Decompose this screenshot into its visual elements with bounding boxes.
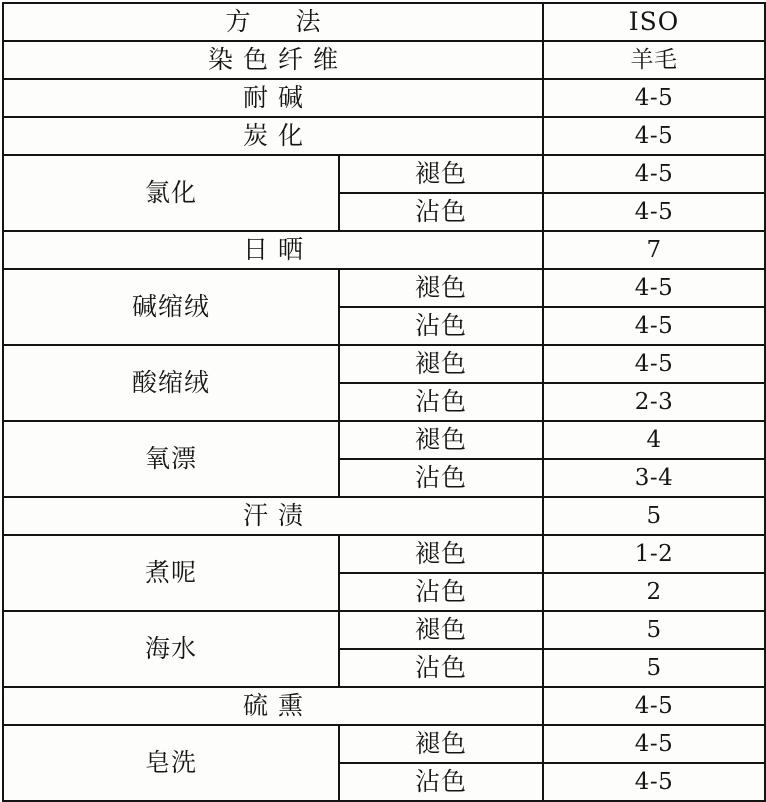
- subtest-label: 沾色: [415, 310, 468, 340]
- method-label: 碱缩绒: [131, 291, 210, 321]
- table-row: [3, 155, 765, 193]
- header-iso-label: ISO: [628, 6, 680, 36]
- method-label: 耐碱: [243, 82, 314, 112]
- subtest-label: 褪色: [415, 538, 468, 568]
- iso-value: 4-5: [634, 730, 674, 757]
- cell-method: [3, 611, 339, 687]
- cell-iso-value: [543, 41, 765, 79]
- cell-method: [3, 535, 339, 611]
- cell-iso-value: [543, 459, 765, 497]
- cell-iso-value: [543, 231, 765, 269]
- cell-method: [3, 231, 543, 269]
- colour-fastness-table: [2, 2, 766, 802]
- method-label: 汗渍: [243, 500, 314, 530]
- subtest-label: 褪色: [415, 348, 468, 378]
- cell-iso-value: [543, 763, 765, 801]
- subtest-label: 褪色: [415, 728, 468, 758]
- table-row: [3, 41, 765, 79]
- cell-iso-value: [543, 117, 765, 155]
- cell-subtest: [339, 763, 543, 801]
- cell-subtest: [339, 269, 543, 307]
- document-page: [0, 2, 766, 796]
- cell-iso-value: [543, 269, 765, 307]
- cell-method: [3, 155, 339, 231]
- method-label: 海水: [144, 633, 197, 663]
- iso-value: 4-5: [634, 692, 674, 719]
- iso-value: 5: [646, 616, 662, 643]
- iso-value: 5: [646, 502, 662, 529]
- iso-value: 1-2: [634, 540, 674, 567]
- cell-iso-value: [543, 725, 765, 763]
- cell-method: [3, 79, 543, 117]
- cell-method: [3, 497, 543, 535]
- table-row: [3, 79, 765, 117]
- cell-subtest: [339, 345, 543, 383]
- cell-method: [3, 345, 339, 421]
- cell-method: [3, 687, 543, 725]
- subtest-label: 褪色: [415, 158, 468, 188]
- method-label: 炭化: [243, 120, 314, 150]
- method-label: 氯化: [144, 177, 197, 207]
- iso-value: 4-5: [634, 122, 674, 149]
- cell-method: [3, 117, 543, 155]
- cell-iso-value: [543, 383, 765, 421]
- cell-subtest: [339, 535, 543, 573]
- iso-value: 4-5: [634, 768, 674, 795]
- iso-value: 5: [646, 654, 662, 681]
- method-label: 皂洗: [144, 747, 197, 777]
- table-row: [3, 231, 765, 269]
- table-row: [3, 611, 765, 649]
- subtest-label: 褪色: [415, 614, 468, 644]
- cell-subtest: [339, 649, 543, 687]
- method-label: 日晒: [243, 234, 314, 264]
- cell-subtest: [339, 307, 543, 345]
- iso-value: 4-5: [634, 198, 674, 225]
- subtest-label: 沾色: [415, 576, 468, 606]
- table-row: [3, 687, 765, 725]
- table-row: [3, 421, 765, 459]
- iso-value: 2-3: [634, 388, 674, 415]
- iso-value: 4: [646, 426, 662, 453]
- subtest-label: 沾色: [415, 652, 468, 682]
- cell-iso-value: [543, 421, 765, 459]
- iso-value: 4-5: [634, 274, 674, 301]
- subtest-label: 沾色: [415, 196, 468, 226]
- cell-method: [3, 725, 339, 801]
- method-label: 氧漂: [144, 443, 197, 473]
- table-row: [3, 269, 765, 307]
- cell-method: [3, 269, 339, 345]
- iso-value: 4-5: [634, 312, 674, 339]
- table-row: [3, 117, 765, 155]
- cell-iso-value: [543, 155, 765, 193]
- cell-subtest: [339, 573, 543, 611]
- subtest-label: 褪色: [415, 272, 468, 302]
- cell-iso-value: [543, 345, 765, 383]
- table-row: [3, 345, 765, 383]
- header-cell-iso: [543, 3, 765, 41]
- subtest-label: 沾色: [415, 386, 468, 416]
- subtest-label: 沾色: [415, 462, 468, 492]
- cell-subtest: [339, 421, 543, 459]
- cell-subtest: [339, 725, 543, 763]
- cell-iso-value: [543, 307, 765, 345]
- header-method-label: 方 法: [225, 6, 331, 36]
- cell-subtest: [339, 383, 543, 421]
- cell-iso-value: [543, 193, 765, 231]
- cell-iso-value: [543, 649, 765, 687]
- table-row: [3, 497, 765, 535]
- iso-value: 4-5: [634, 84, 674, 111]
- iso-value: 4-5: [634, 160, 674, 187]
- method-label: 染色纤维: [208, 44, 349, 74]
- iso-value: 4-5: [634, 350, 674, 377]
- cell-iso-value: [543, 497, 765, 535]
- cell-subtest: [339, 611, 543, 649]
- table-row: [3, 725, 765, 763]
- cell-iso-value: [543, 611, 765, 649]
- cell-iso-value: [543, 573, 765, 611]
- iso-value: 2: [646, 578, 662, 605]
- cell-iso-value: [543, 535, 765, 573]
- method-label: 煮呢: [144, 557, 197, 587]
- cell-subtest: [339, 459, 543, 497]
- table-header-row: [3, 3, 765, 41]
- cell-subtest: [339, 155, 543, 193]
- cell-iso-value: [543, 79, 765, 117]
- header-cell-method: [3, 3, 543, 41]
- iso-value: 3-4: [634, 464, 674, 491]
- table-row: [3, 535, 765, 573]
- iso-value: 7: [646, 236, 662, 263]
- subtest-label: 褪色: [415, 424, 468, 454]
- cell-subtest: [339, 193, 543, 231]
- iso-value: 羊毛: [630, 46, 678, 73]
- cell-method: [3, 421, 339, 497]
- method-label: 硫熏: [243, 690, 314, 720]
- cell-iso-value: [543, 687, 765, 725]
- cell-method: [3, 41, 543, 79]
- method-label: 酸缩绒: [131, 367, 210, 397]
- subtest-label: 沾色: [415, 766, 468, 796]
